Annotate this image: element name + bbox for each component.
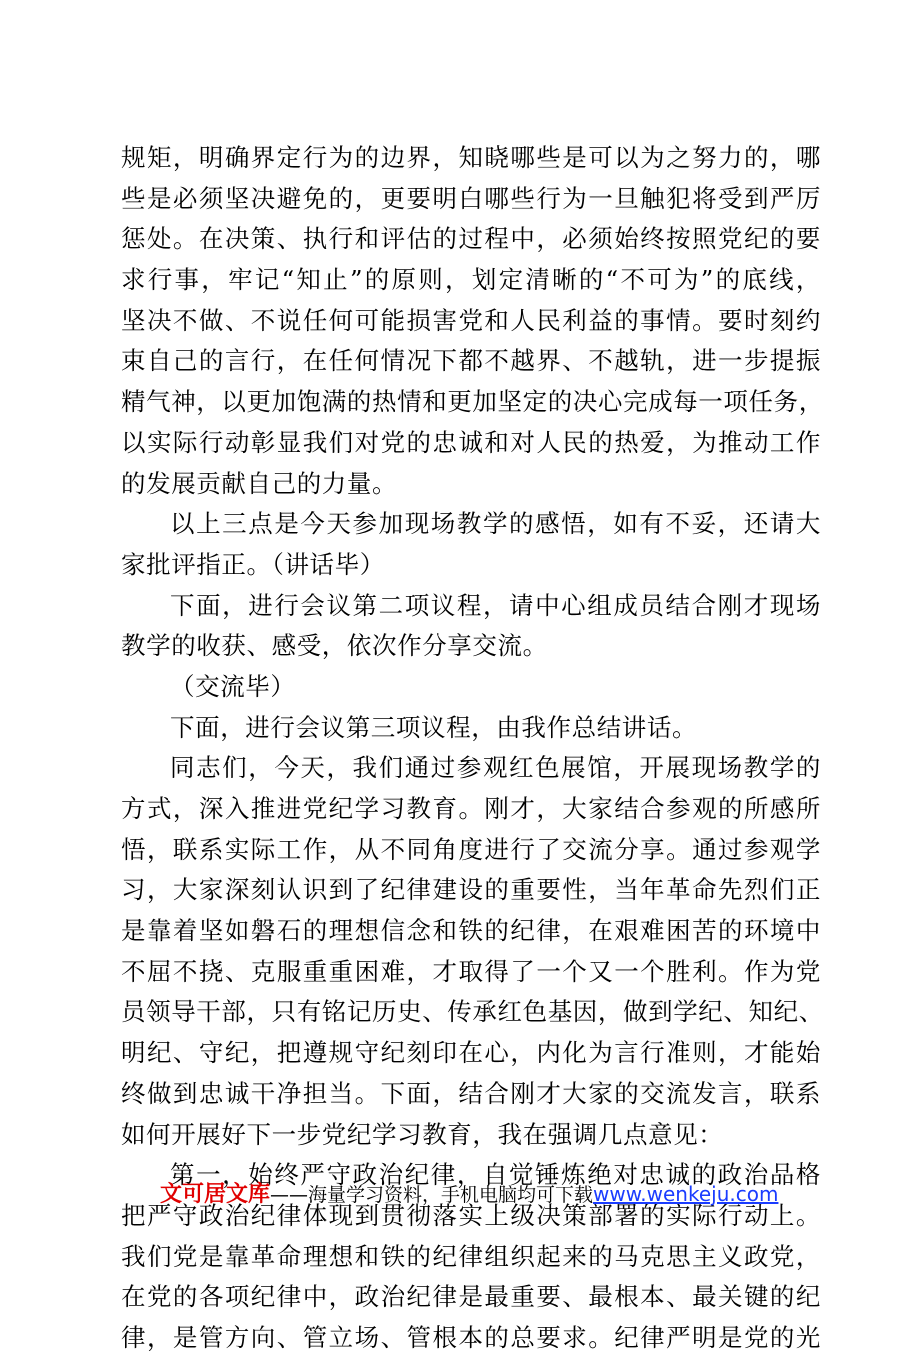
text-line: 把严守政治纪律体现到贯彻落实上级决策部署的实际行动上。 bbox=[121, 1200, 821, 1230]
text-line: 我们党是靠革命理想和铁的纪律组织起来的马克思主义政党， bbox=[121, 1241, 821, 1271]
text-line: 下面，进行会议第二项议程，请中心组成员结合刚才现场 bbox=[170, 590, 821, 620]
text-line: 教学的收获、感受，依次作分享交流。 bbox=[121, 631, 548, 661]
text-line: 些是必须坚决避免的，更要明白哪些行为一旦触犯将受到严厉 bbox=[121, 183, 821, 213]
text-line: 终做到忠诚干净担当。下面，结合刚才大家的交流发言，联系 bbox=[121, 1078, 821, 1108]
text-line: 以实际行动彰显我们对党的忠诚和对人民的热爱，为推动工作 bbox=[121, 427, 821, 457]
text-line: 是靠着坚如磐石的理想信念和铁的纪律，在艰难困苦的环境中 bbox=[121, 916, 821, 946]
text-line: 明纪、守纪，把遵规守纪刻印在心，内化为言行准则，才能始 bbox=[121, 1038, 821, 1068]
text-line: 员领导干部，只有铭记历史、传承红色基因，做到学纪、知纪、 bbox=[121, 997, 824, 1027]
text-line: 家批评指正。（讲话毕） bbox=[121, 549, 385, 579]
text-line: 束自己的言行，在任何情况下都不越界、不越轨，进一步提振 bbox=[121, 346, 821, 376]
text-line: 精气神，以更加饱满的热情和更加坚定的决心完成每一项任务， bbox=[121, 387, 824, 417]
text-line: 不屈不挠、克服重重困难，才取得了一个又一个胜利。作为党 bbox=[121, 956, 821, 986]
text-line: 在党的各项纪律中，政治纪律是最重要、最根本、最关键的纪 bbox=[121, 1282, 821, 1312]
footer-banner bbox=[160, 1178, 778, 1210]
text-line: 悟，联系实际工作，从不同角度进行了交流分享。通过参观学 bbox=[121, 834, 821, 864]
document-body bbox=[121, 138, 824, 1359]
text-line: 坚决不做、不说任何可能损害党和人民利益的事情。要时刻约 bbox=[121, 305, 821, 335]
text-line: 下面，进行会议第三项议程，由我作总结讲话。 bbox=[170, 712, 698, 742]
text-line: 习，大家深刻认识到了纪律建设的重要性，当年革命先烈们正 bbox=[121, 875, 821, 905]
footer-brand: 文可居文库 bbox=[160, 1182, 271, 1207]
text-line: 求行事，牢记“知止”的原则，划定清晰的“不可为”的底线， bbox=[121, 265, 821, 295]
text-line: 如何开展好下一步党纪学习教育，我在强调几点意见： bbox=[121, 1119, 724, 1149]
text-line: 方式，深入推进党纪学习教育。刚才，大家结合参观的所感所 bbox=[121, 794, 821, 823]
text-line: 以上三点是今天参加现场教学的感悟，如有不妥，还请大 bbox=[170, 509, 821, 539]
footer-link[interactable]: www.wenkeju.com bbox=[593, 1182, 779, 1206]
text-line: 惩处。在决策、执行和评估的过程中，必须始终按照党纪的要 bbox=[121, 224, 821, 254]
text-line: 律，是管方向、管立场、管根本的总要求。纪律严明是党的光 bbox=[121, 1322, 821, 1352]
footer-tagline: ——海量学习资料，手机电脑均可下载 bbox=[270, 1184, 594, 1206]
text-line: 同志们，今天，我们通过参观红色展馆，开展现场教学的 bbox=[170, 753, 821, 783]
text-line: （交流毕） bbox=[170, 671, 296, 701]
text-line: 的发展贡献自己的力量。 bbox=[121, 468, 398, 498]
text-line: 规矩，明确界定行为的边界，知晓哪些是可以为之努力的，哪 bbox=[121, 143, 821, 172]
text-line: 第一，始终严守政治纪律，自觉锤炼绝对忠诚的政治品格 bbox=[170, 1160, 821, 1190]
